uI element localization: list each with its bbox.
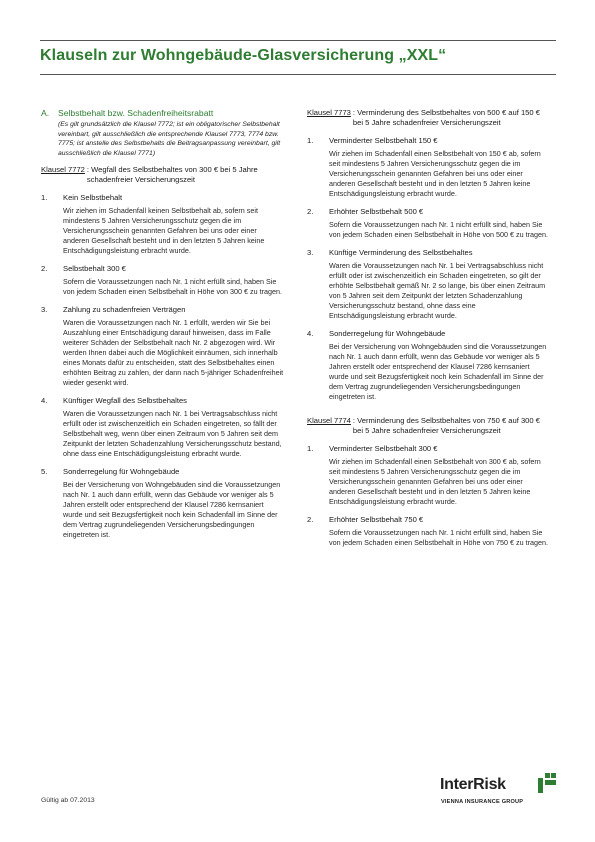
item-heading: [307, 444, 551, 454]
item-body: Wir ziehen im Schadenfall keinen Selbstbehalt ab, sofern seit mindestens 5 Jahren Versicherungsschutz gegen die im Versicherungsschein genannten Gefahren bei uns oder einer anderen Gesellschaft besteht und in den letzten 5 Jahren keine Entschädigungsleistung erbracht wurde.: [63, 206, 265, 255]
item-body: Sofern die Voraussetzungen nach Nr. 1 nicht erfüllt sind, haben Sie von jedem Schaden einen Selbstbehalt in Höhe von 750 € zu tragen.: [329, 528, 548, 547]
item-title: Erhöhter Selbstbehalt 750 €: [329, 515, 424, 524]
clause-item: [307, 329, 551, 402]
item-heading: [41, 264, 285, 274]
clause-id: Klausel 7772: [41, 165, 85, 174]
right-column: [307, 108, 551, 548]
item-number: 1.: [307, 136, 314, 145]
clause-item: [307, 444, 551, 507]
item-title: Künftige Verminderung des Selbstbehaltes: [329, 248, 473, 257]
item-number: 5.: [41, 467, 48, 476]
item-body: Wir ziehen im Schadenfall einen Selbstbehalt von 150 € ab, sofern seit mindestens 5 Jahren Versicherungsschutz gegen die im Versicherungsschein genannten Gefahren bei uns oder einer anderen Gesellschaft besteht und in den letzten 5 Jahren keine Entschädigungsleistung erbracht wurde.: [329, 149, 541, 198]
page-title: Klauseln zur Wohngebäude-Glasversicherung „XXL“: [40, 47, 447, 64]
section-a-heading: [41, 108, 285, 119]
interrisk-logo: [440, 770, 558, 810]
logo-mark-icon: [538, 773, 556, 793]
item-body: Waren die Voraussetzungen nach Nr. 1 erfüllt, werden wir Sie bei Auszahlung einer Entschädigung darauf hinweisen, dass im Falle weiterer Schäden der Selbstbehalt nach Nr. 2 abgezogen wird. Wir werden Ihnen dabei auch die Möglichkeit einräumen, sich innerhalb eines Monats dafür zu entscheiden, statt des Selbstbehaltes einen erhöhten Beitrag zu zahlen, der dann nach 5-jähriger Schadenfreiheit wieder gesenkt wird.: [63, 318, 284, 387]
clause-item: [307, 136, 551, 199]
clause-item: [307, 248, 551, 321]
section-note: (Es gilt grundsätzlich die Klausel 7772; ist ein obligatorischer Selbstbehalt vereinbart, gilt ausschließlich die entsprechende Klausel 7773, 7774 bzw. 7775; ist anstelle des Selbstbehalts die Beitragsanpassung vereinbart, gilt ausschließlich die Klausel 7771): [58, 121, 281, 157]
item-title: Erhöhter Selbstbehalt 500 €: [329, 207, 424, 216]
item-title: Sonderregelung für Wohngebäude: [63, 467, 180, 476]
item-heading: [41, 193, 285, 203]
item-title: Verminderter Selbstbehalt 300 €: [329, 444, 438, 453]
item-heading: [41, 467, 285, 477]
item-title: Selbstbehalt 300 €: [63, 264, 126, 273]
clause-7774-heading: [307, 416, 551, 436]
item-heading: [307, 248, 551, 258]
item-title: Zahlung zu schadenfreien Verträgen: [63, 305, 186, 314]
logo-subtitle: VIENNA INSURANCE GROUP: [441, 799, 524, 805]
item-body: Bei der Versicherung von Wohngebäuden sind die Voraussetzungen nach Nr. 1 auch dann erfüllt, wenn das Gebäude vor weniger als 5 Jahren erstellt oder entsprechend der Klausel 7286 kernsaniert wurde und seit Bezugsfertigkeit noch kein Schadenfall im Sinne der dem Vertrag zugrundeliegenden Versicherungsbedingungen eingetreten ist.: [329, 342, 547, 401]
clause-id: Klausel 7774: [307, 416, 351, 425]
validity-date: Gültig ab 07.2013: [41, 797, 95, 804]
item-title: Kein Selbstbehalt: [63, 193, 123, 202]
item-heading: [307, 207, 551, 217]
clause-item: [41, 467, 285, 540]
item-number: 1.: [307, 444, 314, 453]
title-rule: [40, 74, 556, 75]
clause-title: : Wegfall des Selbstbehaltes von 300 € bei 5 Jahre schadenfreier Versicherungszeit: [86, 165, 258, 184]
item-number: 2.: [307, 207, 314, 216]
clause-item: [41, 396, 285, 459]
clause-item: [307, 515, 551, 548]
left-column: [41, 108, 285, 540]
clause-item: [307, 207, 551, 240]
item-body: Waren die Voraussetzungen nach Nr. 1 bei Vertragsabschluss nicht erfüllt oder ist zwischenzeitlich ein Schaden eingetreten, so gilt der erhöhte Selbstbehalt gemäß Nr. 2 so lange, bis über einen Zeitraum von 5 Jahren seit dem Zeitpunkt der letzten Schadenzahlung Versicherungsschutz bestand, ohne dass eine Entschädigungsleistung erbracht wurde.: [329, 261, 546, 320]
item-number: 4.: [41, 396, 48, 405]
clause-id: Klausel 7773: [307, 108, 351, 117]
clause-item: [41, 193, 285, 256]
clause-7774-items: [307, 444, 551, 548]
item-number: 2.: [307, 515, 314, 524]
item-heading: [41, 305, 285, 315]
clause-7772-heading: [41, 165, 285, 185]
top-rule: [40, 40, 556, 41]
clause-7773-items: [307, 136, 551, 402]
clause-7772-items: [41, 193, 285, 540]
item-body: Waren die Voraussetzungen nach Nr. 1 bei Vertragsabschluss nicht erfüllt oder ist zwischenzeitlich ein Schaden eingetreten, so fällt der Selbstbehalt weg, wenn über einen Zeitraum von 5 Jahren seit dem Zeitpunkt der letzten Schadenzahlung Versicherungsschutz bestand, ohne dass eine Entschädigungsleistung erbracht wurde.: [63, 409, 282, 458]
item-body: Sofern die Voraussetzungen nach Nr. 1 nicht erfüllt sind, haben Sie von jedem Schaden einen Selbstbehalt in Höhe von 500 € zu tragen.: [329, 220, 548, 239]
item-heading: [307, 136, 551, 146]
clause-title: : Verminderung des Selbstbehaltes von 500 € auf 150 € bei 5 Jahre schadenfreier Versicherungszeit: [352, 108, 540, 127]
item-number: 3.: [41, 305, 48, 314]
item-heading: [307, 329, 551, 339]
item-number: 4.: [307, 329, 314, 338]
section-title: Selbstbehalt bzw. Schadenfreiheitsrabatt: [58, 108, 214, 118]
clause-title: : Verminderung des Selbstbehaltes von 750 € auf 300 € bei 5 Jahre schadenfreier Versicherungszeit: [352, 416, 540, 435]
item-number: 1.: [41, 193, 48, 202]
item-number: 3.: [307, 248, 314, 257]
section-letter: A.: [41, 108, 50, 118]
item-heading: [307, 515, 551, 525]
logo-wordmark: InterRisk: [440, 776, 506, 793]
clause-item: [41, 305, 285, 388]
item-body: Wir ziehen im Schadenfall einen Selbstbehalt von 300 € ab, sofern seit mindestens 5 Jahren Versicherungsschutz gegen die im Versicherungsschein genannten Gefahren bei uns oder einer anderen Gesellschaft besteht und in den letzten 5 Jahren keine Entschädigungsleistung erbracht wurde.: [329, 457, 541, 506]
item-number: 2.: [41, 264, 48, 273]
item-title: Künftiger Wegfall des Selbstbehaltes: [63, 396, 187, 405]
item-body: Bei der Versicherung von Wohngebäuden sind die Voraussetzungen nach Nr. 1 auch dann erfüllt, wenn das Gebäude vor weniger als 5 Jahren erstellt oder entsprechend der Klausel 7286 kernsaniert wurde und seit Bezugsfertigkeit noch kein Schadenfall im Sinne der dem Vertrag zugrundeliegenden Versicherungsbedingungen eingetreten ist.: [63, 480, 281, 539]
clause-item: [41, 264, 285, 297]
item-heading: [41, 396, 285, 406]
item-title: Sonderregelung für Wohngebäude: [329, 329, 446, 338]
item-title: Verminderter Selbstbehalt 150 €: [329, 136, 438, 145]
clause-7773-heading: [307, 108, 551, 128]
item-body: Sofern die Voraussetzungen nach Nr. 1 nicht erfüllt sind, haben Sie von jedem Schaden einen Selbstbehalt in Höhe von 300 € zu tragen.: [63, 277, 282, 296]
